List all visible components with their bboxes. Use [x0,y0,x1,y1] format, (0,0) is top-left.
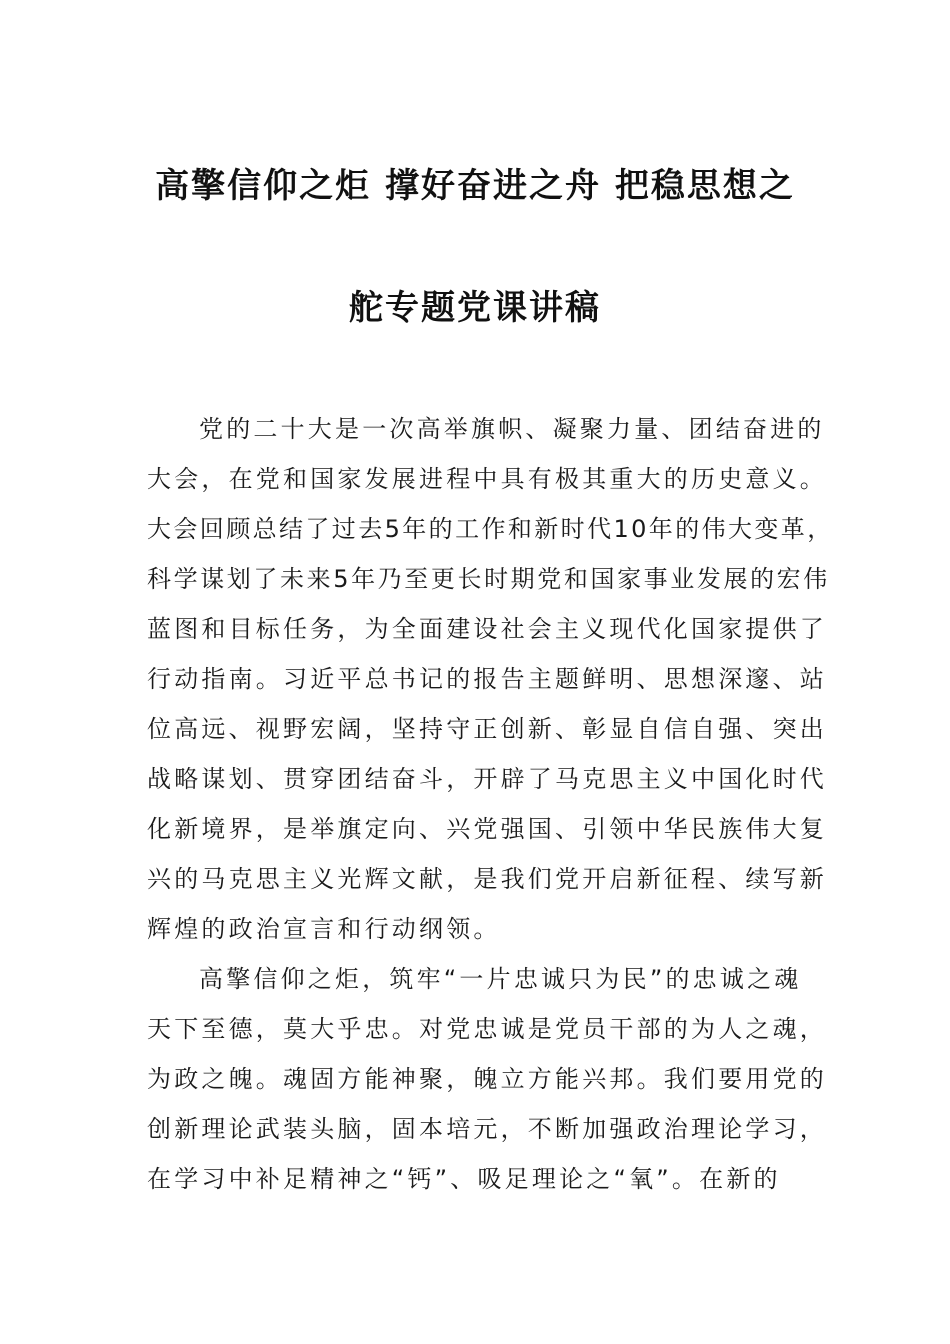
paragraph-2-line: 为政之魄。魂固方能神聚，魄立方能兴邦。我们要用党的 [147,1065,827,1093]
paragraph-1-line: 科学谋划了未来5年乃至更长时期党和国家事业发展的宏伟 [147,565,830,593]
paragraph-1-line: 兴的马克思主义光辉文献，是我们党开启新征程、续写新 [147,865,827,893]
document-title-line-1: 高擎信仰之炬 撑好奋进之舟 把稳思想之 [155,166,795,206]
paragraph-1-line: 大会，在党和国家发展进程中具有极其重大的历史意义。 [147,465,827,493]
paragraph-1-line: 大会回顾总结了过去5年的工作和新时代10年的伟大变革， [147,515,834,543]
paragraph-1-line: 辉煌的政治宣言和行动纲领。 [147,915,501,943]
paragraph-2-line: 在学习中补足精神之“钙”、吸足理论之“氧”。在新的 [147,1165,781,1193]
paragraph-2-line: 天下至德，莫大乎忠。对党忠诚是党员干部的为人之魂， [147,1015,827,1043]
paragraph-1-line: 蓝图和目标任务，为全面建设社会主义现代化国家提供了 [147,615,827,643]
paragraph-2-line: 创新理论武装头脑，固本培元，不断加强政治理论学习， [147,1115,827,1143]
paragraph-2-line: 高擎信仰之炬，筑牢“一片忠诚只为民”的忠诚之魂 [199,965,802,993]
paragraph-1-line: 化新境界，是举旗定向、兴党强国、引领中华民族伟大复 [147,815,827,843]
paragraph-1-line: 行动指南。习近平总书记的报告主题鲜明、思想深邃、站 [147,665,827,693]
paragraph-1-line: 战略谋划、贯穿团结奋斗，开辟了马克思主义中国化时代 [147,765,827,793]
paragraph-1-line: 党的二十大是一次高举旗帜、凝聚力量、团结奋进的 [199,415,825,443]
paragraph-1-line: 位高远、视野宏阔，坚持守正创新、彰显自信自强、突出 [147,715,827,743]
document-title-line-2: 舵专题党课讲稿 [349,288,601,328]
